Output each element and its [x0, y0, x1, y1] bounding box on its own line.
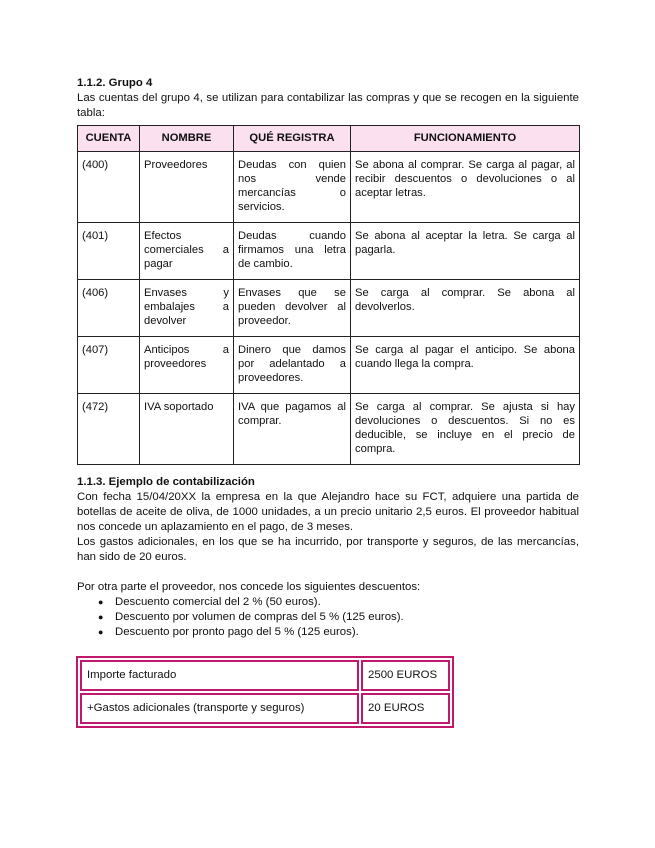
table-row [78, 394, 580, 465]
table-row [80, 693, 450, 724]
amount-label: Importe facturado [80, 660, 359, 691]
amount-label: +Gastos adicionales (transporte y seguros) [80, 693, 359, 724]
section-heading-ejemplo: 1.1.3. Ejemplo de contabilización [77, 476, 255, 488]
intro-paragraph: Las cuentas del grupo 4, se utilizan para contabilizar las compras y que se recogen en la siguiente tabla: [77, 92, 579, 119]
cell-cuenta: (401) [78, 223, 140, 280]
table-row [78, 280, 580, 337]
amount-value: 2500 EUROS [361, 660, 450, 691]
cell-nombre: IVA soportado [140, 394, 234, 465]
header-registra: QUÉ REGISTRA [234, 126, 351, 152]
list-item: ● Descuento por pronto pago del 5 % (125 euros). [115, 625, 579, 640]
cell-nombre: Anticipos a proveedores [140, 337, 234, 394]
example-paragraph-1: Con fecha 15/04/20XX la empresa en la que Alejandro hace su FCT, adquiere una partida de botellas de aceite de oliva, de 1000 unidades, a un precio unitario 2,5 euros. El proveedor habitual nos concede un aplazamiento en el pago, de 3 meses. [77, 491, 579, 533]
cell-registra: IVA que pagamos al comprar. [234, 394, 351, 465]
table-row [78, 152, 580, 223]
document-content [77, 76, 579, 728]
cell-funcionamiento: Se carga al pagar el anticipo. Se abona cuando llega la compra. [351, 337, 580, 394]
header-nombre: NOMBRE [140, 126, 234, 152]
cell-registra: Deudas cuando firmamos una letra de cambio. [234, 223, 351, 280]
table-row [78, 223, 580, 280]
cell-registra: Dinero que damos por adelantado a proveedores. [234, 337, 351, 394]
example-paragraph-3: Por otra parte el proveedor, nos concede los siguientes descuentos: [77, 581, 421, 593]
cell-cuenta: (406) [78, 280, 140, 337]
header-funcionamiento: FUNCIONAMIENTO [351, 126, 580, 152]
cell-registra: Deudas con quien nos vende mercancías o servicios. [234, 152, 351, 223]
header-cuenta: CUENTA [78, 126, 140, 152]
section-heading-grupo4: 1.1.2. Grupo 4 [77, 77, 153, 89]
cell-nombre: Envases y embalajes a devolver [140, 280, 234, 337]
table-row [78, 337, 580, 394]
cell-nombre: Proveedores [140, 152, 234, 223]
spacer [77, 565, 579, 580]
amounts-table [76, 656, 454, 728]
list-item: ● Descuento por volumen de compras del 5 % (125 euros). [115, 610, 579, 625]
amount-value: 20 EUROS [361, 693, 450, 724]
list-item: ● Descuento comercial del 2 % (50 euros). [115, 595, 579, 610]
table-header-row [78, 126, 580, 152]
example-paragraph-2: Los gastos adicionales, en los que se ha incurrido, por transporte y seguros, de las mercancías, han sido de 20 euros. [77, 536, 579, 563]
cell-funcionamiento: Se abona al aceptar la letra. Se carga al pagarla. [351, 223, 580, 280]
accounts-table [77, 125, 580, 465]
table-row [80, 660, 450, 691]
cell-cuenta: (407) [78, 337, 140, 394]
cell-cuenta: (472) [78, 394, 140, 465]
cell-funcionamiento: Se carga al comprar. Se abona al devolverlos. [351, 280, 580, 337]
cell-cuenta: (400) [78, 152, 140, 223]
cell-nombre: Efectos comerciales a pagar [140, 223, 234, 280]
cell-funcionamiento: Se carga al comprar. Se ajusta si hay devoluciones o descuentos. Si no es deducible, se incluye en el precio de compra. [351, 394, 580, 465]
discount-list [77, 595, 579, 640]
cell-registra: Envases que se pueden devolver al proveedor. [234, 280, 351, 337]
cell-funcionamiento: Se abona al comprar. Se carga al pagar, al recibir descuentos o devoluciones o al aceptar letras. [351, 152, 580, 223]
